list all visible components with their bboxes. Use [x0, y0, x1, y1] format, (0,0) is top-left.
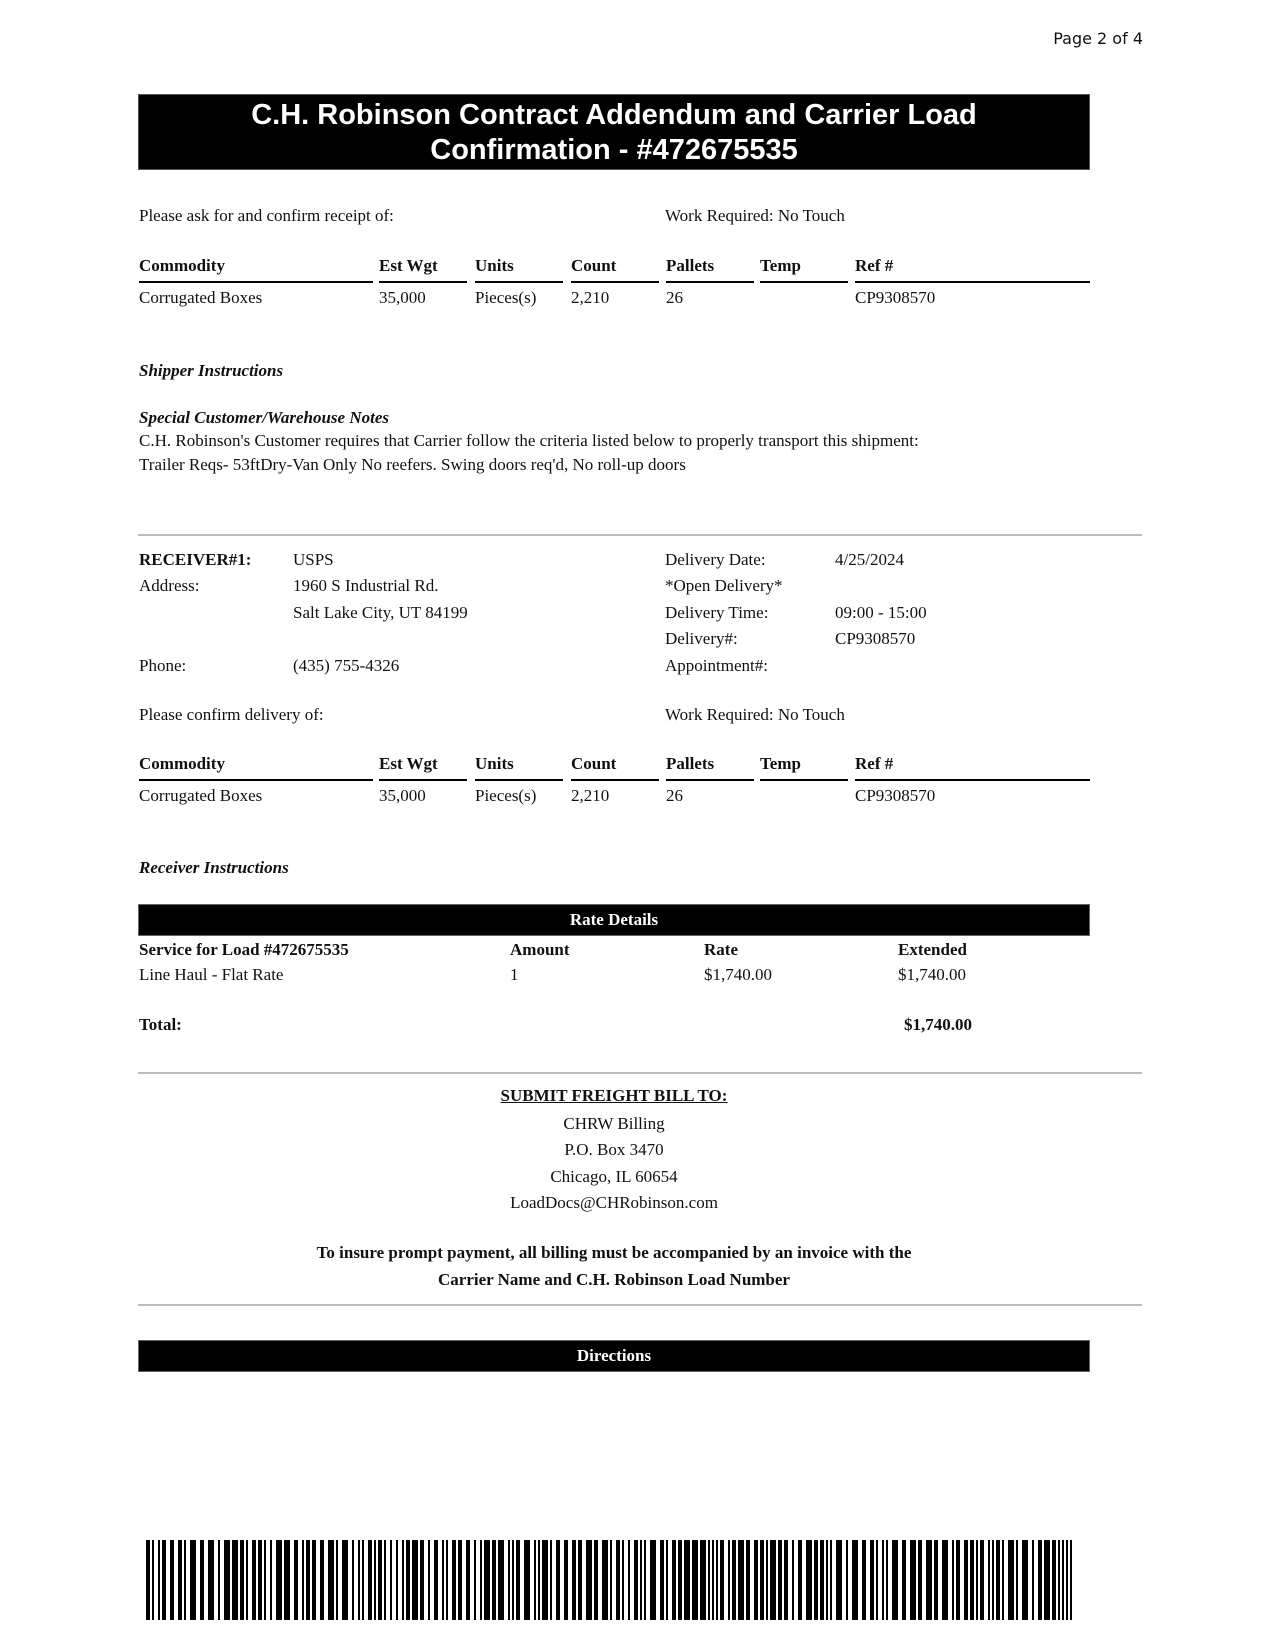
barcode-bar: [640, 1540, 642, 1620]
barcode-bar: [766, 1540, 768, 1620]
barcode-bar: [712, 1540, 714, 1620]
barcode-bar: [902, 1540, 906, 1620]
receiver-name: USPS: [293, 550, 334, 569]
barcode-bar: [708, 1540, 710, 1620]
col-rate: Rate: [704, 940, 738, 959]
billing-line-3: Chicago, IL 60654: [550, 1167, 678, 1186]
barcode-bar: [876, 1540, 878, 1620]
barcode-bar: [836, 1540, 842, 1620]
barcode-bar: [240, 1540, 244, 1620]
cell-commodity: Corrugated Boxes: [139, 786, 263, 805]
barcode-bar: [428, 1540, 430, 1620]
cell-extended: $1,740.00: [898, 965, 966, 984]
barcode-bar: [258, 1540, 262, 1620]
cell-ref: CP9308570: [855, 786, 936, 805]
col-units: Units: [475, 256, 514, 275]
document-title: [138, 94, 1090, 170]
barcode-bar: [434, 1540, 438, 1620]
barcode-bar: [162, 1540, 166, 1620]
barcode-bar: [926, 1540, 932, 1620]
barcode-bar: [294, 1540, 298, 1620]
cell-count: 2,210: [571, 786, 610, 805]
barcode-bar: [830, 1540, 832, 1620]
barcode-bar: [846, 1540, 848, 1620]
barcode-bar: [862, 1540, 866, 1620]
barcode-bar: [264, 1540, 266, 1620]
barcode-bar: [512, 1540, 514, 1620]
underline: [571, 281, 659, 283]
cell-commodity: Corrugated Boxes: [139, 288, 263, 307]
underline: [475, 281, 563, 283]
shipper-confirm-label: Please ask for and confirm receipt of:: [139, 206, 394, 225]
col-est-wgt: Est Wgt: [379, 256, 438, 275]
underline: [139, 779, 373, 781]
barcode-bar: [556, 1540, 560, 1620]
barcode-bar: [200, 1540, 204, 1620]
barcode-bar: [586, 1540, 592, 1620]
address-line-2: Salt Lake City, UT 84199: [293, 603, 468, 622]
barcode-bar: [158, 1540, 160, 1620]
delivery-date-value: 4/25/2024: [835, 550, 904, 569]
barcode-bar: [466, 1540, 470, 1620]
barcode-bar: [826, 1540, 828, 1620]
barcode-bar: [616, 1540, 620, 1620]
barcode-bar: [976, 1540, 978, 1620]
barcode-bar: [208, 1540, 214, 1620]
barcode-bar: [610, 1540, 612, 1620]
barcode: [146, 1540, 1082, 1620]
col-temp: Temp: [760, 754, 801, 773]
barcode-bar: [378, 1540, 382, 1620]
barcode-bar: [770, 1540, 776, 1620]
barcode-bar: [252, 1540, 256, 1620]
barcode-bar: [452, 1540, 456, 1620]
open-delivery: *Open Delivery*: [665, 576, 783, 595]
shipper-instructions-heading: Shipper Instructions: [139, 361, 284, 380]
barcode-bar: [720, 1540, 724, 1620]
barcode-bar: [384, 1540, 386, 1620]
barcode-bar: [1058, 1540, 1060, 1620]
cell-ref: CP9308570: [855, 288, 936, 307]
billing-notice-line-2: Carrier Name and C.H. Robinson Load Number: [438, 1270, 790, 1289]
col-ref: Ref #: [855, 754, 894, 773]
col-commodity: Commodity: [139, 256, 225, 275]
barcode-bar: [1070, 1540, 1072, 1620]
barcode-bar: [458, 1540, 462, 1620]
barcode-bar: [446, 1540, 448, 1620]
barcode-bar: [420, 1540, 424, 1620]
barcode-bar: [988, 1540, 990, 1620]
billing-heading: SUBMIT FREIGHT BILL TO:: [500, 1086, 728, 1105]
barcode-bar: [918, 1540, 922, 1620]
barcode-bar: [358, 1540, 360, 1620]
barcode-bar: [1022, 1540, 1028, 1620]
barcode-bar: [798, 1540, 802, 1620]
barcode-bar: [342, 1540, 348, 1620]
section-divider: [138, 1072, 1142, 1074]
delivery-number-label: Delivery#:: [665, 629, 738, 648]
barcode-bar: [628, 1540, 630, 1620]
barcode-bar: [650, 1540, 656, 1620]
barcode-bar: [232, 1540, 238, 1620]
col-ref: Ref #: [855, 256, 894, 275]
barcode-bar: [910, 1540, 916, 1620]
barcode-bar: [516, 1540, 520, 1620]
barcode-bar: [406, 1540, 410, 1620]
barcode-bar: [542, 1540, 548, 1620]
cell-rate: $1,740.00: [704, 965, 772, 984]
col-amount: Amount: [510, 940, 570, 959]
barcode-bar: [146, 1540, 150, 1620]
barcode-bar: [538, 1540, 540, 1620]
barcode-bar: [498, 1540, 504, 1620]
barcode-bar: [442, 1540, 444, 1620]
underline: [760, 779, 848, 781]
col-est-wgt: Est Wgt: [379, 754, 438, 773]
barcode-bar: [996, 1540, 1000, 1620]
underline: [571, 779, 659, 781]
barcode-bar: [564, 1540, 568, 1620]
barcode-bar: [312, 1540, 316, 1620]
underline: [855, 779, 1090, 781]
barcode-bar: [190, 1540, 196, 1620]
cell-units: Pieces(s): [475, 288, 537, 307]
barcode-bar: [594, 1540, 598, 1620]
cell-est-wgt: 35,000: [379, 288, 426, 307]
barcode-bar: [572, 1540, 576, 1620]
delivery-number-value: CP9308570: [835, 629, 916, 648]
barcode-bar: [374, 1540, 376, 1620]
delivery-date-label: Delivery Date:: [665, 550, 766, 569]
barcode-bar: [508, 1540, 510, 1620]
barcode-bar: [934, 1540, 938, 1620]
shipper-work-required: Work Required: No Touch: [665, 206, 845, 225]
receiver-instructions-heading: Receiver Instructions: [139, 858, 289, 877]
delivery-time-label: Delivery Time:: [665, 603, 769, 622]
total-label: Total:: [139, 1015, 182, 1034]
cell-pallets: 26: [666, 288, 683, 307]
cell-est-wgt: 35,000: [379, 786, 426, 805]
barcode-bar: [492, 1540, 496, 1620]
barcode-bar: [224, 1540, 230, 1620]
billing-email: LoadDocs@CHRobinson.com: [510, 1193, 718, 1212]
barcode-bar: [622, 1540, 624, 1620]
barcode-bar: [732, 1540, 736, 1620]
section-divider: [138, 1304, 1142, 1306]
barcode-bar: [806, 1540, 812, 1620]
barcode-bar: [692, 1540, 698, 1620]
barcode-bar: [484, 1540, 490, 1620]
barcode-bar: [1016, 1540, 1018, 1620]
col-units: Units: [475, 754, 514, 773]
barcode-bar: [284, 1540, 290, 1620]
barcode-bar: [170, 1540, 174, 1620]
barcode-bar: [684, 1540, 690, 1620]
barcode-bar: [778, 1540, 782, 1620]
barcode-bar: [306, 1540, 310, 1620]
col-service: Service for Load #472675535: [139, 940, 349, 959]
barcode-bar: [666, 1540, 668, 1620]
underline: [139, 281, 373, 283]
page-indicator: Page 2 of 4: [1053, 29, 1143, 48]
barcode-bar: [886, 1540, 888, 1620]
barcode-bar: [964, 1540, 968, 1620]
underline: [666, 779, 754, 781]
barcode-bar: [1038, 1540, 1042, 1620]
barcode-bar: [728, 1540, 730, 1620]
cell-service: Line Haul - Flat Rate: [139, 965, 284, 984]
barcode-bar: [882, 1540, 884, 1620]
billing-line-1: CHRW Billing: [563, 1114, 665, 1133]
barcode-bar: [246, 1540, 248, 1620]
barcode-bar: [396, 1540, 398, 1620]
barcode-bar: [534, 1540, 536, 1620]
barcode-bar: [178, 1540, 182, 1620]
col-commodity: Commodity: [139, 754, 225, 773]
special-note-line-1: C.H. Robinson's Customer requires that Carrier follow the criteria listed below to properly transport this shipment:: [139, 431, 919, 450]
billing-line-2: P.O. Box 3470: [564, 1140, 664, 1159]
underline: [855, 281, 1090, 283]
barcode-bar: [672, 1540, 676, 1620]
barcode-bar: [474, 1540, 476, 1620]
cell-units: Pieces(s): [475, 786, 537, 805]
total-value: $1,740.00: [904, 1015, 972, 1034]
barcode-bar: [352, 1540, 354, 1620]
barcode-bar: [184, 1540, 186, 1620]
barcode-bar: [760, 1540, 764, 1620]
cell-count: 2,210: [571, 288, 610, 307]
barcode-bar: [784, 1540, 788, 1620]
barcode-bar: [634, 1540, 638, 1620]
barcode-bar: [480, 1540, 482, 1620]
underline: [760, 281, 848, 283]
barcode-bar: [792, 1540, 794, 1620]
underline: [379, 281, 467, 283]
barcode-bar: [716, 1540, 718, 1620]
delivery-time-value: 09:00 - 15:00: [835, 603, 927, 622]
appointment-label: Appointment#:: [665, 656, 768, 675]
rate-details-header: Rate Details: [138, 904, 1090, 936]
barcode-bar: [602, 1540, 608, 1620]
barcode-bar: [1032, 1540, 1034, 1620]
barcode-bar: [1052, 1540, 1056, 1620]
title-line-1: C.H. Robinson Contract Addendum and Carrier Load: [251, 99, 977, 131]
barcode-bar: [992, 1540, 994, 1620]
receiver-label: RECEIVER#1:: [139, 550, 252, 569]
section-divider: [138, 534, 1142, 536]
barcode-bar: [1044, 1540, 1050, 1620]
barcode-bar: [578, 1540, 582, 1620]
barcode-bar: [524, 1540, 530, 1620]
barcode-bar: [412, 1540, 418, 1620]
col-temp: Temp: [760, 256, 801, 275]
underline: [666, 281, 754, 283]
underline: [475, 779, 563, 781]
barcode-bar: [1008, 1540, 1014, 1620]
barcode-bar: [644, 1540, 646, 1620]
barcode-bar: [328, 1540, 334, 1620]
title-line-2: Confirmation - #472675535: [430, 134, 798, 166]
cell-pallets: 26: [666, 786, 683, 805]
barcode-bar: [814, 1540, 818, 1620]
barcode-bar: [746, 1540, 750, 1620]
special-note-line-2: Trailer Reqs- 53ftDry-Van Only No reefers. Swing doors req'd, No roll-up doors: [139, 455, 686, 474]
special-notes-heading: Special Customer/Warehouse Notes: [139, 408, 389, 427]
directions-header: Directions: [138, 1340, 1090, 1372]
barcode-bar: [218, 1540, 220, 1620]
phone-value: (435) 755-4326: [293, 656, 400, 675]
barcode-bar: [980, 1540, 984, 1620]
barcode-bar: [970, 1540, 974, 1620]
phone-label: Phone:: [139, 656, 187, 675]
receiver-confirm-label: Please confirm delivery of:: [139, 705, 324, 724]
barcode-bar: [660, 1540, 664, 1620]
barcode-bar: [952, 1540, 954, 1620]
barcode-bar: [402, 1540, 404, 1620]
barcode-bar: [700, 1540, 706, 1620]
barcode-bar: [754, 1540, 758, 1620]
barcode-bar: [942, 1540, 948, 1620]
receiver-work-required: Work Required: No Touch: [665, 705, 845, 724]
billing-notice-line-1: To insure prompt payment, all billing must be accompanied by an invoice with the: [316, 1243, 912, 1262]
barcode-bar: [852, 1540, 858, 1620]
barcode-bar: [368, 1540, 372, 1620]
barcode-bar: [678, 1540, 682, 1620]
barcode-bar: [738, 1540, 744, 1620]
col-extended: Extended: [898, 940, 967, 959]
col-pallets: Pallets: [666, 754, 715, 773]
cell-amount: 1: [510, 965, 519, 984]
barcode-bar: [320, 1540, 324, 1620]
barcode-bar: [336, 1540, 338, 1620]
address-line-1: 1960 S Industrial Rd.: [293, 576, 439, 595]
barcode-bar: [276, 1540, 282, 1620]
barcode-bar: [152, 1540, 154, 1620]
barcode-bar: [302, 1540, 304, 1620]
underline: [379, 779, 467, 781]
barcode-bar: [390, 1540, 392, 1620]
barcode-bar: [1002, 1540, 1004, 1620]
col-pallets: Pallets: [666, 256, 715, 275]
barcode-bar: [270, 1540, 272, 1620]
barcode-bar: [362, 1540, 364, 1620]
barcode-bar: [820, 1540, 824, 1620]
barcode-bar: [870, 1540, 874, 1620]
barcode-bar: [1062, 1540, 1064, 1620]
address-label: Address:: [139, 576, 200, 595]
col-count: Count: [571, 754, 617, 773]
col-count: Count: [571, 256, 617, 275]
barcode-bar: [1066, 1540, 1068, 1620]
barcode-bar: [956, 1540, 960, 1620]
barcode-bar: [550, 1540, 552, 1620]
barcode-bar: [892, 1540, 898, 1620]
